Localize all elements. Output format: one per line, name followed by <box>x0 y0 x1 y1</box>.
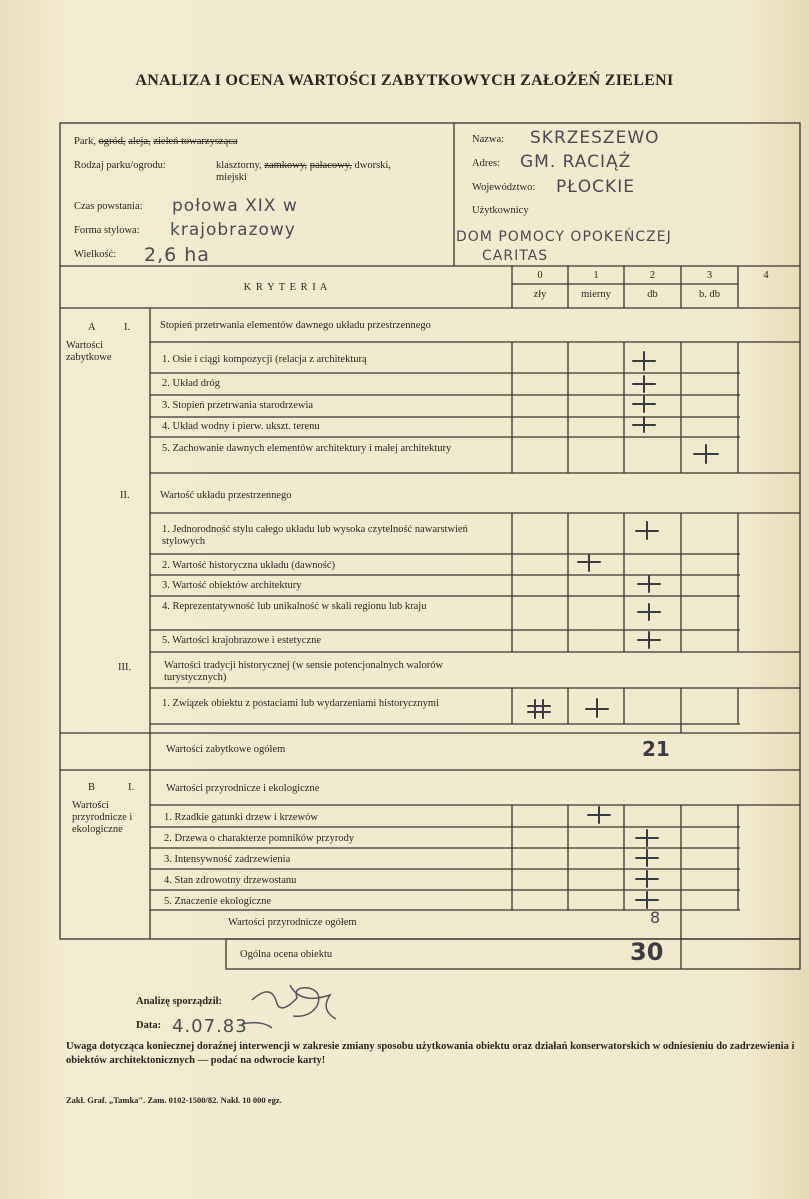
kryteria-label: K R Y T E R I A <box>243 282 329 293</box>
b1-item-2: 2. Drzewa o charakterze pomników przyrody <box>164 833 355 844</box>
zabytkowe-total-value: 21 <box>642 737 670 761</box>
col-num-2: 2 <box>649 270 656 281</box>
section-b-code: B <box>88 782 96 793</box>
section-a-roman: I. <box>124 322 131 333</box>
a1-item-2: 2. Układ dróg <box>162 378 221 389</box>
col-num-4: 4 <box>763 270 769 281</box>
nazwa-label: Nazwa: <box>472 134 505 145</box>
uwaga-note: Uwaga dotycząca koniecznej doraźnej interwencji w zakresie zmiany sposobu użytkowania obiektu oraz działań konserwatorskich w odniesieniu do zadrzewienia i obiektów architektonicznych — podać na odwrocie karty! <box>66 1041 795 1066</box>
print-info: Zakł. Graf. „Tamka". Zam. 0102-1500/82. Nakł. 10 000 egz. <box>66 1095 282 1105</box>
group-a3: Wartości tradycji historycznej (w sensie potencjonalnych walorów turystycznych) <box>164 660 444 683</box>
roman-ii: II. <box>120 490 130 501</box>
rodzaj-options: klasztorny, zamkowy, pałacowy, dworski, miejski <box>216 160 391 183</box>
uzyt-value-1: DOM POMOCY OPOKEŃCZEJ <box>456 229 672 245</box>
a1-item-1: 1. Osie i ciągi kompozycji (relacja z architekturą <box>162 354 367 365</box>
nazwa-value: SKRZESZEWO <box>530 128 660 148</box>
col-label-3: b. db <box>699 289 720 300</box>
b1-item-5: 5. Znaczenie ekologiczne <box>164 896 271 907</box>
col-label-1: mierny <box>581 289 611 300</box>
forma-value: krajobrazowy <box>170 220 296 240</box>
group-b1: Wartości przyrodnicze i ekologiczne <box>166 783 320 794</box>
col-num-1: 1 <box>593 270 599 281</box>
col-label-2: db <box>647 289 658 300</box>
przyrodnicze-total-label: Wartości przyrodnicze ogółem <box>228 917 357 928</box>
data-label: Data: <box>136 1020 162 1031</box>
group-a2: Wartość układu przestrzennego <box>160 490 292 501</box>
przyrodnicze-total-value: 8 <box>650 908 662 927</box>
uzyt-value-2: CARITAS <box>482 248 549 264</box>
roman-iii: III. <box>118 662 132 673</box>
zabytkowe-total-label: Wartości zabytkowe ogółem <box>166 744 286 755</box>
b1-item-3: 3. Intensywność zadrzewienia <box>164 854 291 865</box>
adres-label: Adres: <box>472 158 500 169</box>
rodzaj-label: Rodzaj parku/ogrodu: <box>74 160 166 171</box>
a1-item-3: 3. Stopień przetrwania starodrzewia <box>162 400 314 411</box>
czas-label: Czas powstania: <box>74 201 143 212</box>
b1-item-1: 1. Rzadkie gatunki drzew i krzewów <box>164 812 318 823</box>
a1-item-4: 4. Układ wodny i pierw. ukszt. terenu <box>162 421 320 432</box>
ogolna-value: 30 <box>630 938 664 966</box>
data-value: 4.07.83 <box>172 1016 248 1037</box>
col-label-0: zły <box>533 289 547 300</box>
signature <box>242 985 336 1028</box>
section-a-label: Wartości zabytkowe <box>66 340 112 363</box>
a2-item-1: 1. Jednorodność stylu całego układu lub wysoka czytelność nawarstwień stylowych <box>162 524 468 547</box>
woj-label: Województwo: <box>472 182 536 193</box>
section-b-label: Wartości przyrodnicze i ekologiczne <box>72 800 133 835</box>
wielkosc-value: 2,6 ha <box>144 244 210 266</box>
a2-item-2: 2. Wartość historyczna układu (dawność) <box>162 560 336 571</box>
col-num-3: 3 <box>706 270 713 281</box>
adres-value: GM. RACIĄŻ <box>520 152 632 172</box>
a1-item-5: 5. Zachowanie dawnych elementów architektury i małej architektury <box>162 443 452 454</box>
park-type-line: Park, ogród, aleja, zieleń towarzysząca <box>74 136 238 147</box>
ogolna-label: Ogólna ocena obiektu <box>240 949 333 960</box>
form-title: ANALIZA I OCENA WARTOŚCI ZABYTKOWYCH ZAŁOŻEŃ ZIELENI <box>135 72 674 89</box>
forma-label: Forma stylowa: <box>74 225 140 236</box>
sporzadzil-label: Analizę sporządził: <box>136 996 223 1007</box>
woj-value: PŁOCKIE <box>556 177 635 197</box>
group-a1: Stopień przetrwania elementów dawnego układu przestrzennego <box>160 320 431 331</box>
uzyt-label: Użytkownicy <box>472 205 529 216</box>
czas-value: połowa XIX w <box>172 196 298 216</box>
col-num-0: 0 <box>537 270 543 281</box>
wielkosc-label: Wielkość: <box>74 249 117 260</box>
section-a-code: A <box>88 322 96 333</box>
a3-item-1: 1. Związek obiektu z postaciami lub wydarzeniami historycznymi <box>162 698 439 709</box>
a2-item-3: 3. Wartość obiektów architektury <box>162 580 302 591</box>
section-b-roman: I. <box>128 782 135 793</box>
a2-item-4: 4. Reprezentatywność lub unikalność w skali regionu lub kraju <box>162 601 427 612</box>
b1-item-4: 4. Stan zdrowotny drzewostanu <box>164 875 297 886</box>
a2-item-5: 5. Wartości krajobrazowe i estetyczne <box>162 635 322 646</box>
